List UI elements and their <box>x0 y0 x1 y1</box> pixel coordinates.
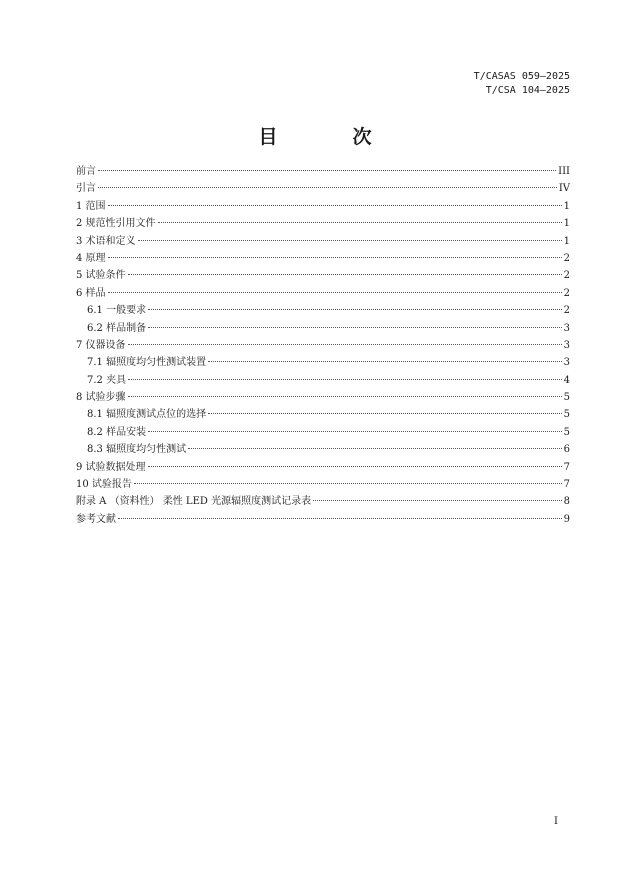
toc-entry-page: 1 <box>563 200 570 212</box>
toc-entry-label: 参考文献 <box>76 513 116 525</box>
toc-entry-label: 5 试验条件 <box>76 270 126 282</box>
toc-entry-page: IV <box>558 183 570 195</box>
standard-code-1: T/CASAS 059—2025 <box>473 71 570 82</box>
toc-entry-label: 10 试验报告 <box>76 479 132 491</box>
toc-entry-label: 附录 A （资料性） 柔性 LED 光源辐照度测试记录表 <box>76 496 312 508</box>
standard-code-2: T/CSA 104—2025 <box>485 85 570 96</box>
toc-entry[interactable] <box>76 180 570 197</box>
toc-leader-dots <box>128 379 562 380</box>
toc-entry-label: 8 试验步骤 <box>76 392 126 404</box>
toc-entry-label: 8.1 辐照度测试点位的选择 <box>87 409 207 421</box>
toc-entry-page: 5 <box>563 409 570 421</box>
toc-leader-dots <box>128 344 562 345</box>
toc-entry-label: 8.3 辐照度均匀性测试 <box>87 444 187 456</box>
toc-entry[interactable] <box>76 337 570 354</box>
toc-entry-label: 9 试验数据处理 <box>76 461 146 473</box>
toc-entry[interactable] <box>76 389 570 406</box>
toc-leader-dots <box>208 413 562 414</box>
standard-codes <box>474 70 570 98</box>
toc-entry[interactable] <box>76 441 570 458</box>
toc-entry-page: 2 <box>563 287 570 299</box>
page-number: I <box>554 816 558 827</box>
toc-title: 目 次 <box>258 126 400 148</box>
toc-entry-page: 1 <box>563 218 570 230</box>
toc-entry-label: 引言 <box>76 183 96 195</box>
table-of-contents <box>76 163 570 528</box>
toc-entry-label: 6 样品 <box>76 287 106 299</box>
toc-leader-dots <box>108 205 562 206</box>
toc-entry-label: 前言 <box>76 166 96 177</box>
toc-entry-page: 2 <box>563 270 570 282</box>
toc-entry[interactable] <box>76 163 570 180</box>
toc-leader-dots <box>128 274 562 275</box>
toc-leader-dots <box>148 466 562 467</box>
toc-leader-dots <box>148 431 562 432</box>
toc-entry[interactable] <box>76 511 570 528</box>
toc-entry[interactable] <box>76 354 570 371</box>
toc-entry[interactable] <box>76 267 570 284</box>
toc-entry-label: 6.2 样品制备 <box>87 322 147 334</box>
toc-entry-page: 3 <box>563 357 570 369</box>
toc-entry-page: 3 <box>563 322 570 334</box>
toc-entry-page: 2 <box>563 305 570 317</box>
toc-leader-dots <box>134 483 562 484</box>
toc-entry[interactable] <box>76 302 570 319</box>
toc-entry[interactable] <box>76 250 570 267</box>
toc-entry-label: 8.2 样品安装 <box>87 426 147 438</box>
toc-entry-page: 5 <box>563 392 570 404</box>
toc-entry-label: 7.1 辐照度均匀性测试装置 <box>87 357 207 369</box>
toc-entry-page: 4 <box>563 374 570 386</box>
toc-entry-page: 9 <box>563 513 570 525</box>
toc-entry[interactable] <box>76 233 570 250</box>
toc-entry[interactable] <box>76 285 570 302</box>
toc-leader-dots <box>98 187 557 188</box>
toc-entry[interactable] <box>76 493 570 510</box>
toc-entry-page: III <box>558 166 570 177</box>
toc-entry-label: 1 范围 <box>76 200 106 212</box>
toc-entry-page: 5 <box>563 426 570 438</box>
toc-entry-page: 1 <box>563 235 570 247</box>
toc-entry[interactable] <box>76 476 570 493</box>
toc-entry-page: 8 <box>563 496 570 508</box>
toc-entry-page: 7 <box>563 461 570 473</box>
toc-entry-label: 4 原理 <box>76 252 106 264</box>
toc-entry-page: 2 <box>563 252 570 264</box>
toc-entry[interactable] <box>76 198 570 215</box>
toc-entry-label: 6.1 一般要求 <box>87 305 147 317</box>
toc-entry-label: 7 仪器设备 <box>76 339 126 351</box>
toc-leader-dots <box>108 257 562 258</box>
toc-entry-label: 2 规范性引用文件 <box>76 218 156 230</box>
toc-entry[interactable] <box>76 320 570 337</box>
toc-entry-label: 7.2 夹具 <box>87 374 127 386</box>
toc-leader-dots <box>188 448 562 449</box>
toc-entry-label: 3 术语和定义 <box>76 235 136 247</box>
toc-entry-page: 3 <box>563 339 570 351</box>
toc-leader-dots <box>128 396 562 397</box>
toc-leader-dots <box>158 222 562 223</box>
toc-entry[interactable] <box>76 459 570 476</box>
toc-leader-dots <box>148 309 562 310</box>
toc-entry[interactable] <box>76 424 570 441</box>
toc-leader-dots <box>313 500 562 501</box>
toc-leader-dots <box>148 327 562 328</box>
toc-entry[interactable] <box>76 372 570 389</box>
toc-leader-dots <box>138 240 562 241</box>
toc-entry-page: 6 <box>563 444 570 456</box>
toc-entry-page: 7 <box>563 479 570 491</box>
toc-entry[interactable] <box>76 406 570 423</box>
toc-leader-dots <box>108 292 562 293</box>
toc-leader-dots <box>118 518 562 519</box>
toc-leader-dots <box>208 361 562 362</box>
toc-entry[interactable] <box>76 215 570 232</box>
toc-leader-dots <box>98 170 556 171</box>
